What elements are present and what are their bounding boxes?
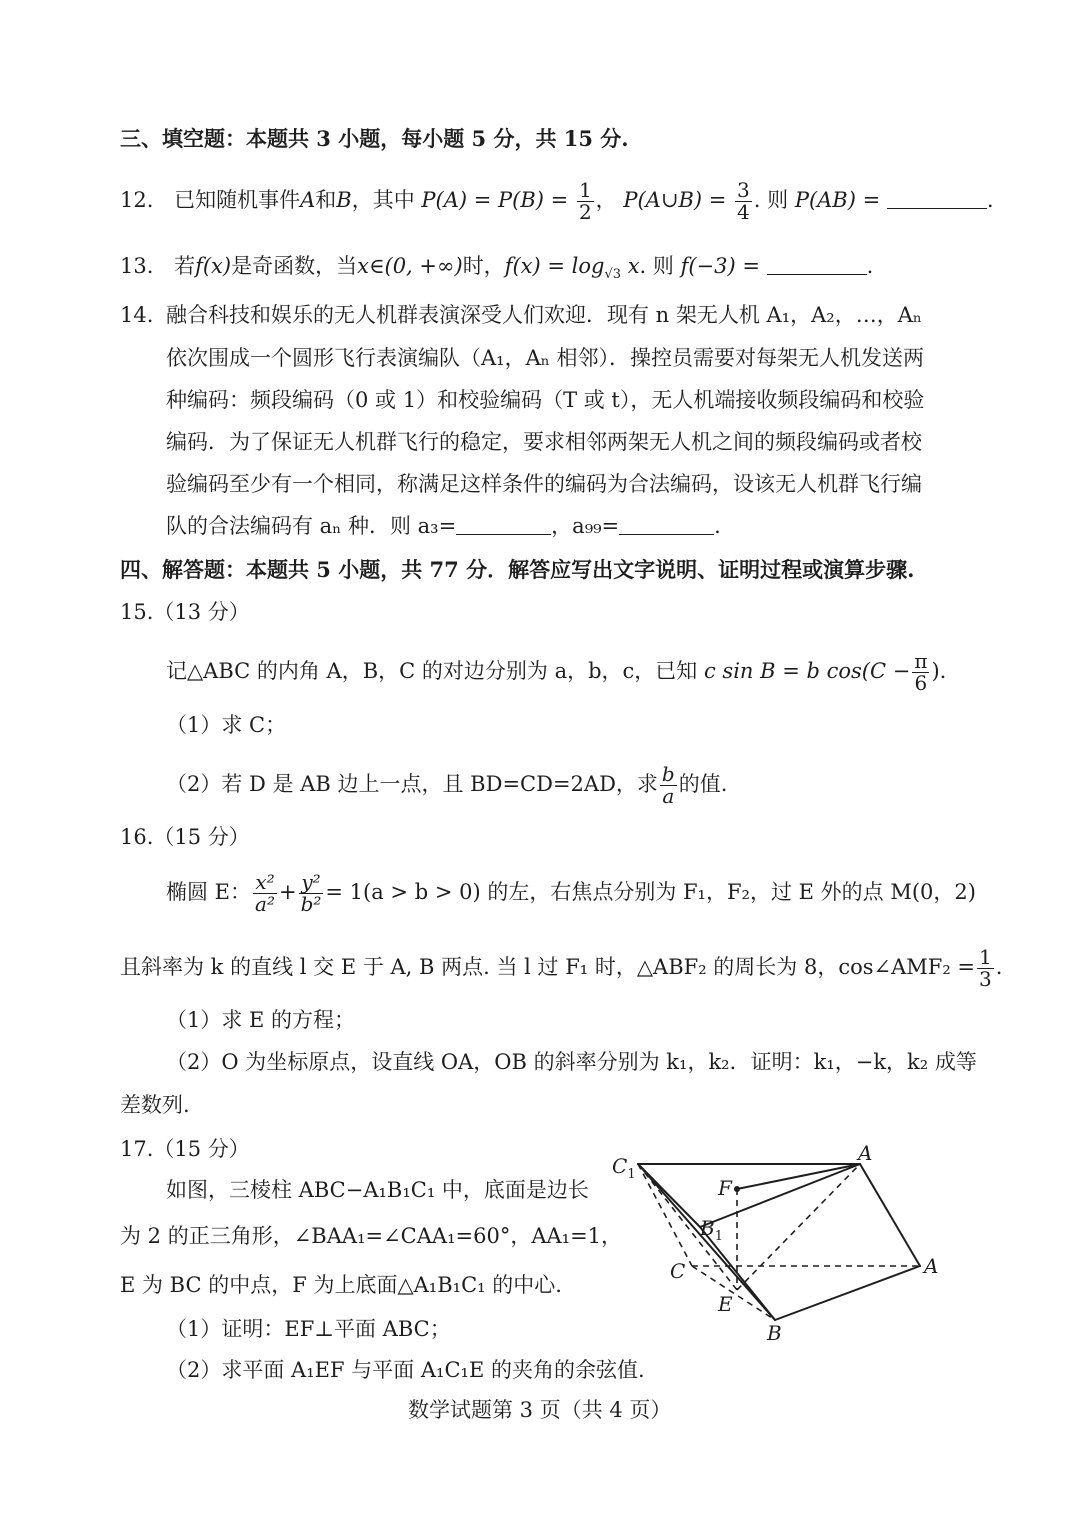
segment-e-a1 — [737, 1164, 860, 1290]
q13-end: . — [866, 254, 874, 278]
q15-ba-den: a — [662, 784, 675, 808]
q17-line-3: E 为 BC 的中点，F 为上底面△A₁B₁C₁ 的中心. — [120, 1273, 562, 1297]
q13-when: 时， — [462, 254, 505, 278]
q12-p-ab: P(AB) = — [794, 188, 881, 212]
q15-stem-a: 记△ABC 的内角 A，B，C 的对边分别为 a，b，c，已知 — [166, 659, 698, 683]
q13-domain: x∈(0, +∞) — [357, 254, 463, 278]
q14-line-3: 种编码：频段编码（0 或 1）和校验编码（T 或 t），无人机端接收频段编码和校验 — [166, 388, 925, 412]
q13-then: . 则 — [639, 254, 674, 278]
label-b: B — [767, 1321, 782, 1345]
q15-pi-den: 6 — [914, 671, 928, 695]
q12-end: . — [986, 188, 994, 212]
label-a: A — [924, 1254, 939, 1278]
q17-part-1: （1）证明：EF⊥平面 ABC； — [166, 1317, 451, 1341]
q14-last-c: . — [714, 514, 721, 538]
q12-p-union: P(A∪B) = — [623, 188, 727, 212]
q15-stem — [166, 651, 946, 694]
q15-fraction-b-over-a — [660, 764, 677, 807]
q12-fraction-half — [577, 180, 594, 223]
q16-x2: x² — [253, 872, 277, 894]
q16-fraction-y2-b2 — [299, 872, 324, 915]
label-a1: A — [858, 1141, 873, 1165]
q12-half-den: 2 — [578, 200, 592, 224]
q15-stem-b: c sin B = b cos(C − — [703, 659, 911, 683]
q15-head: 15.（13 分） — [120, 600, 250, 624]
q16-line-2 — [120, 947, 1002, 990]
q13-answer-blank — [767, 256, 867, 275]
q13-log: f(x) = log — [504, 254, 605, 278]
q14-a3-blank — [456, 516, 551, 535]
q12-tq-den: 4 — [737, 200, 750, 224]
q12-where: ，其中 — [351, 188, 415, 212]
q16-b2: b² — [300, 892, 322, 916]
section-4-title: 四、解答题：本题共 5 小题，共 77 分．解答应写出文字说明、证明过程或演算步骤. — [120, 557, 915, 582]
q14-line-5: 验编码至少有一个相同，称满足这样条件的编码为合法编码，设该无人机群飞行编 — [166, 472, 922, 496]
question-12 — [120, 180, 994, 223]
q13-number: 13. — [120, 254, 154, 278]
edge-c1-b — [638, 1164, 775, 1320]
q12-half-num: 1 — [578, 178, 592, 202]
label-e: E — [718, 1292, 733, 1316]
label-f: F — [718, 1176, 732, 1200]
q13-f-minus-3: f(−3) = — [680, 254, 760, 278]
q12-then: . 则 — [753, 188, 789, 212]
q14-line-1: 融合科技和娱乐的无人机群表演深受人们欢迎．现有 n 架无人机 A₁，A₂，…，Aₙ — [166, 303, 922, 327]
q15-part-2 — [166, 764, 727, 807]
q15-ba-num: b — [661, 762, 675, 786]
q12-answer-blank — [887, 190, 987, 209]
q17-head: 17.（15 分） — [120, 1137, 250, 1161]
q16-stem-b: = 1(a > b > 0) 的左，右焦点分别为 F₁，F₂，过 E 外的点 M(0，2) — [325, 880, 976, 904]
q14-number: 14. — [120, 303, 154, 327]
prism-figure — [600, 1140, 960, 1350]
q15-p2-a: （2）若 D 是 AB 边上一点，且 BD=CD=2AD，求 — [166, 772, 658, 796]
q12-tq-num: 3 — [737, 178, 750, 202]
q13-if: 若 — [174, 254, 196, 278]
q16-part-2: （2）O 为坐标原点，设直线 OA，OB 的斜率分别为 k₁，k₂．证明：k₁，−k，k₂ 成等 — [166, 1050, 977, 1074]
q12-event-a: A — [300, 188, 316, 212]
q13-x: x — [627, 254, 640, 278]
q16-line2-a: 且斜率为 k 的直线 l 交 E 于 A, B 两点. 当 l 过 F₁ 时，△ABF₂ 的周长为 8，cos∠AMF₂ = — [120, 955, 976, 979]
q15-stem-c: ). — [931, 659, 947, 683]
q17-line-2: 为 2 的正三角形，∠BAA₁=∠CAA₁=60°，AA₁=1， — [120, 1224, 623, 1248]
q14-last-a: 队的合法编码有 aₙ 种．则 a₃= — [166, 514, 457, 538]
q14-line-4: 编码．为了保证无人机群飞行的稳定，要求相邻两架无人机之间的频段编码或者校 — [166, 430, 922, 454]
q13-fx: f(x) — [195, 254, 232, 278]
q12-sep: ， — [595, 188, 617, 212]
q16-third-den: 3 — [979, 967, 992, 991]
q16-a2: a² — [255, 892, 275, 916]
q17-part-2: （2）求平面 A₁EF 与平面 A₁C₁E 的夹角的余弦值. — [166, 1358, 645, 1382]
q12-and: 和 — [315, 188, 337, 212]
q16-stem-a: 椭圆 E： — [166, 880, 252, 904]
q12-event-b: B — [336, 188, 352, 212]
label-b1: $B_1$ — [700, 1216, 723, 1244]
q16-line2-b: . — [995, 955, 1003, 979]
q14-line-2: 依次围成一个圆形飞行表演编队（A₁，Aₙ 相邻）．操控员需要对每架无人机发送两 — [166, 346, 925, 370]
q12-number: 12. — [120, 188, 154, 212]
q15-fraction-pi-6 — [912, 651, 929, 694]
point-f — [734, 1186, 740, 1192]
q16-part-1: （1）求 E 的方程； — [166, 1008, 356, 1032]
label-c1: $C_1$ — [612, 1154, 636, 1182]
q14-a99-blank — [619, 516, 714, 535]
edge-b1-b — [700, 1227, 775, 1320]
q16-y2: y² — [299, 872, 324, 894]
q14-last-b: ，a₉₉= — [551, 514, 620, 538]
q13-odd: 是奇函数，当 — [231, 254, 358, 278]
label-c: C — [670, 1259, 686, 1283]
q12-pa-pb: P(A) = P(B) = — [421, 188, 569, 212]
q15-p2-b: 的值. — [678, 772, 728, 796]
q16-plus: + — [278, 880, 297, 904]
q15-pi-num: π — [914, 649, 928, 673]
q16-fraction-one-third — [977, 947, 994, 990]
q17-line-1: 如图，三棱柱 ABC−A₁B₁C₁ 中，底面是边长 — [166, 1178, 589, 1202]
q16-third-num: 1 — [979, 945, 992, 969]
q13-log-base: √3 — [604, 267, 621, 283]
edge-b-a — [775, 1266, 920, 1320]
q16-part-2-cont: 差数列. — [120, 1093, 190, 1117]
page-footer: 数学试题第 3 页（共 4 页） — [408, 1398, 672, 1422]
q16-stem — [166, 872, 976, 915]
q12-text-a: 已知随机事件 — [174, 188, 301, 212]
section-3-title: 三、填空题：本题共 3 小题，每小题 5 分，共 15 分. — [120, 126, 629, 151]
q16-head: 16.（15 分） — [120, 825, 250, 849]
segment-f-a1 — [737, 1164, 860, 1189]
edge-a1-a — [860, 1164, 920, 1266]
q15-part-1: （1）求 C； — [166, 713, 287, 737]
q16-fraction-x2-a2 — [253, 872, 277, 915]
question-13 — [120, 254, 873, 283]
q12-fraction-three-quarters — [735, 180, 752, 223]
q14-line-6 — [166, 514, 721, 539]
